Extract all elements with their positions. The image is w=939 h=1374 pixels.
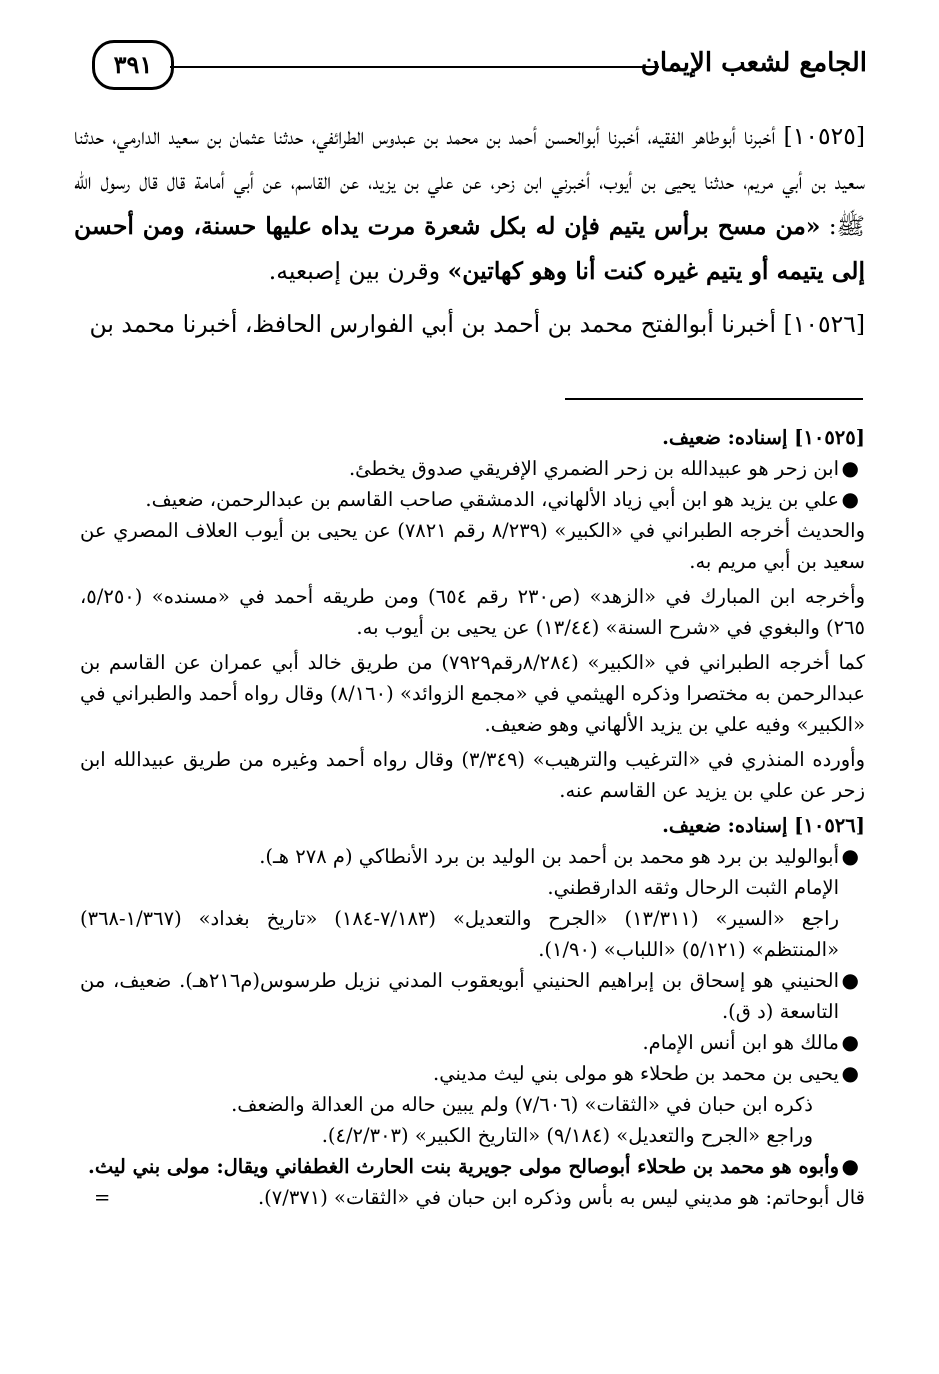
footnote-last-line: قال أبوحاتم: هو مديني ليس به بأس وذكره ابن حبان في «الثقات» (٧/٣٧١). =	[80, 1182, 865, 1213]
page-number: ٣٩١	[92, 40, 174, 90]
paragraph-end: وقرن بين إصبعيه.	[268, 257, 448, 285]
footnote-bullets-10526	[80, 841, 865, 1182]
bullet-icon: ●	[841, 968, 859, 992]
hadith-text: «من مسح برأس يتيم فإن له بكل شعرة مرت يداه عليها حسنة، ومن أحسن إلى يتيمه أو يتيم غيره كنت أنا وهو كهاتين»	[74, 212, 865, 285]
footnote-bullets-10525	[80, 453, 865, 515]
footnote-sub: ذكره ابن حبان في «الثقات» (٧/٦٠٦) ولم يبين حاله من العدالة والضعف.	[231, 1093, 813, 1116]
footnote-para: وأورده المنذري في «الترغيب والترهيب» (٣/٣٤٩) وقال رواه أحمد وغيره من طريق عبيدالله ابن زحر عن علي بن يزيد عن القاسم عنه.	[80, 748, 865, 802]
footnote-bullet: ● مالك هو ابن أنس الإمام.	[80, 1027, 865, 1058]
footnote-line: راجع «السير» (١٣/٣١١) «الجرح والتعديل» (٧/١٨٣-١٨٤) «تاريخ بغداد» (١/٣٦٧-٣٦٨) «المنتظم» (٥/١٢١) «اللباب» (١/٩٠).	[80, 907, 839, 961]
footnote-ref: [١٠٥٢٦]	[794, 814, 865, 837]
main-text	[74, 114, 865, 347]
footnote-bullet: ● يحيى بن محمد بن طحلاء هو مولى بني ليث مديني. ذكره ابن حبان في «الثقات» (٧/٦٠٦) ولم يبين حاله من العدالة والضعف. وراجع «الجرح والتعديل» (٩/١٨٤) «التاريخ الكبير» (٤/٢/٣٠٣).	[80, 1058, 865, 1151]
footnotes	[80, 422, 865, 1213]
header-rule	[170, 66, 659, 68]
bullet-icon: ●	[841, 1030, 859, 1054]
hadith-paragraph-10526: [١٠٥٢٦] أخبرنا أبوالفتح محمد بن أحمد بن أبي الفوارس الحافظ، أخبرنا محمد بن	[89, 310, 865, 338]
footnote-bullet: ● وأبوه هو محمد بن طحلاء أبوصالح مولى جويرية بنت الحارث الغطفاني ويقال: مولى بني ليث.	[80, 1151, 865, 1182]
bullet-icon: ●	[841, 1061, 859, 1085]
footnote-heading-10526	[80, 810, 865, 841]
book-title: الجامع لشعب الإيمان	[640, 48, 867, 78]
continuation-mark: =	[94, 1186, 111, 1209]
footnote-para: كما أخرجه الطبراني في «الكبير» (٨/٢٨٤رقم٧٩٢٩) من طريق خالد أبي عمران عن القاسم بن عبدالرحمن به مختصرا وذكره الهيثمي في «مجمع الزوائد» (٨/١٦٠) وقال رواه أحمد والطبراني في «الكبير» وفيه علي بن يزيد الألهاني وهو ضعيف.	[80, 651, 865, 736]
hadith-paragraph-10525	[74, 114, 865, 294]
isnad-text: [١٠٥٢٥] أخبرنا أبوطاهر الفقيه، أخبرنا أبوالحسن أحمد بن محمد بن عبدوس الطرائفي، حدثنا عثمان بن سعيد الدارمي، حدثنا سعيد بن أبي مريم، حدثنا يحيى بن أيوب، أخبرني ابن زحر، عن علي بن يزيد، عن القاسم، عن أبي أمامة قال قال رسول الله ﷺ:	[74, 122, 865, 240]
footnote-bullet: ● ابن زحر هو عبيدالله بن زحر الضمري الإفريقي صدوق يخطئ.	[80, 453, 865, 484]
page-header	[92, 34, 867, 104]
footnote-para: والحديث أخرجه الطبراني في «الكبير» (٨/٢٣٩ رقم ٧٨٢١) عن يحيى بن أيوب العلاف المصري عن سعيد بن أبي مريم به.	[80, 519, 865, 573]
footnote-bullet: ● أبوالوليد بن برد هو محمد بن أحمد بن الوليد بن برد الأنطاكي (م ٢٧٨ هـ). الإمام الثبت الرحال وثقه الدارقطني.	[80, 841, 865, 903]
footnote-bullet: ● الحنيني هو إسحاق بن إبراهيم الحنيني أبويعقوب المدني نزيل طرسوس(م٢١٦هـ). ضعيف، من التاسعة (د ق).	[80, 965, 865, 1027]
bullet-icon: ●	[841, 1154, 859, 1178]
bullet-icon: ●	[841, 456, 859, 480]
footnote-grade: إسناده: ضعيف.	[662, 814, 795, 837]
footnote-sub: وراجع «الجرح والتعديل» (٩/١٨٤) «التاريخ الكبير» (٤/٢/٣٠٣).	[321, 1124, 813, 1147]
footnote-heading-10525	[80, 422, 865, 453]
footnote-divider	[565, 398, 863, 400]
bullet-icon: ●	[841, 487, 859, 511]
footnote-bullet: ● علي بن يزيد هو ابن أبي زياد الألهاني، الدمشقي صاحب القاسم بن عبدالرحمن، ضعيف.	[80, 484, 865, 515]
footnote-para: وأخرجه ابن المبارك في «الزهد» (ص٢٣٠ رقم ٦٥٤) ومن طريقه أحمد في «مسنده» (٥/٢٥٠، ٢٦٥) والبغوي في «شرح السنة» (١٣/٤٤) عن يحيى بن أيوب به.	[80, 585, 865, 639]
footnote-ref: [١٠٥٢٥]	[794, 426, 865, 449]
footnote-grade: إسناده: ضعيف.	[662, 426, 795, 449]
bullet-icon: ●	[841, 844, 859, 868]
